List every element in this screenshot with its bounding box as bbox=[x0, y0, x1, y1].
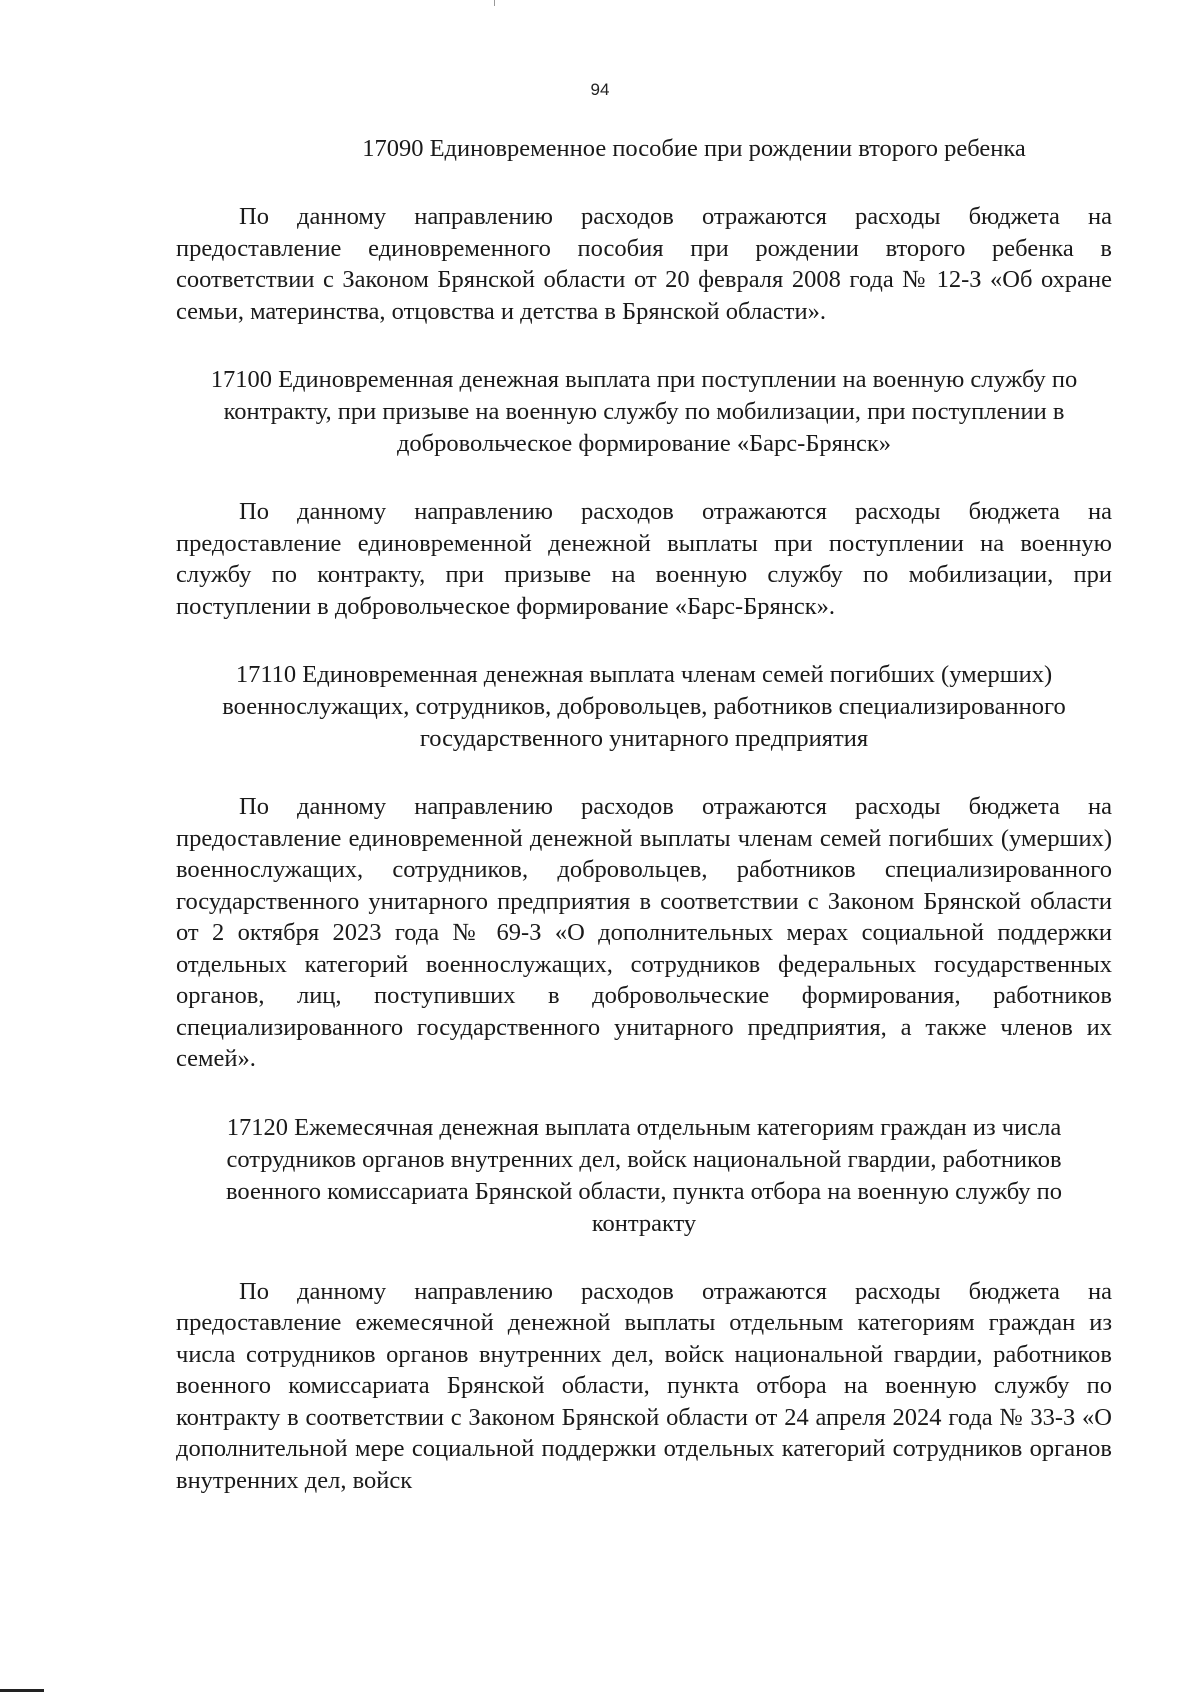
section-heading-17100: 17100 Единовременная денежная выплата при поступлении на военную службу по контракту, при призыве на военную службу по мобилизации, при поступлении в добровольческое формирование «Барс-Брянск» bbox=[210, 366, 1078, 457]
section-heading-17110: 17110 Единовременная денежная выплата членам семей погибших (умерших) военнослужащих, сотрудников, добровольцев, работников специализированного государственного унитарного предприятия bbox=[222, 661, 1066, 752]
page-number: 94 bbox=[590, 80, 610, 99]
section-heading-17120: 17120 Ежемесячная денежная выплата отдельным категориям граждан из числа сотрудников органов внутренних дел, войск национальной гвардии, работников военного комиссариата Брянской области, пункта отбора на военную службу по контракту bbox=[226, 1113, 1062, 1237]
section-body-17110: По данному направлению расходов отражаются расходы бюджета на предоставление единовременной денежной выплаты членам семей погибших (умерших) военнослужащих, сотрудников, добровольцев, работников специализированного государственного унитарного предприятия в соответствии с Законом Брянской области от 2 октября 2023 года № 69-З «О дополнительных мерах социальной поддержки отдельных категорий военнослужащих, сотрудников федеральных государственных органов, лиц, поступивших в добровольческие формирования, работников специализированного государственного унитарного предприятия, а также членов их семей». bbox=[176, 793, 1112, 1072]
section-body-17100: По данному направлению расходов отражаются расходы бюджета на предоставление единовременной денежной выплаты при поступлении на военную службу по контракту, при призыве на военную службу по мобилизации, при поступлении в добровольческое формирование «Барс-Брянск». bbox=[176, 498, 1112, 620]
section-body-17120: По данному направлению расходов отражаются расходы бюджета на предоставление ежемесячной денежной выплаты отдельным категориям граждан из числа сотрудников органов внутренних дел, войск национальной гвардии, работников военного комиссариата Брянской области, пункта отбора на военную службу по контракту в соответствии с Законом Брянской области от 24 апреля 2024 года № 33-З «О дополнительной мере социальной поддержки отдельных категорий сотрудников органов внутренних дел, войск bbox=[176, 1277, 1112, 1494]
section-heading-17090: 17090 Единовременное пособие при рождении второго ребенка bbox=[362, 135, 1026, 162]
scan-mark-top bbox=[494, 0, 495, 6]
section-body-17090: По данному направлению расходов отражаются расходы бюджета на предоставление единовременного пособия при рождении второго ребенка в соответствии с Законом Брянской области от 20 февраля 2008 года № 12-З «Об охране семьи, материнства, отцовства и детства в Брянской области». bbox=[176, 203, 1112, 325]
scan-mark-bottom bbox=[0, 1689, 44, 1692]
document-body bbox=[176, 133, 1112, 1496]
